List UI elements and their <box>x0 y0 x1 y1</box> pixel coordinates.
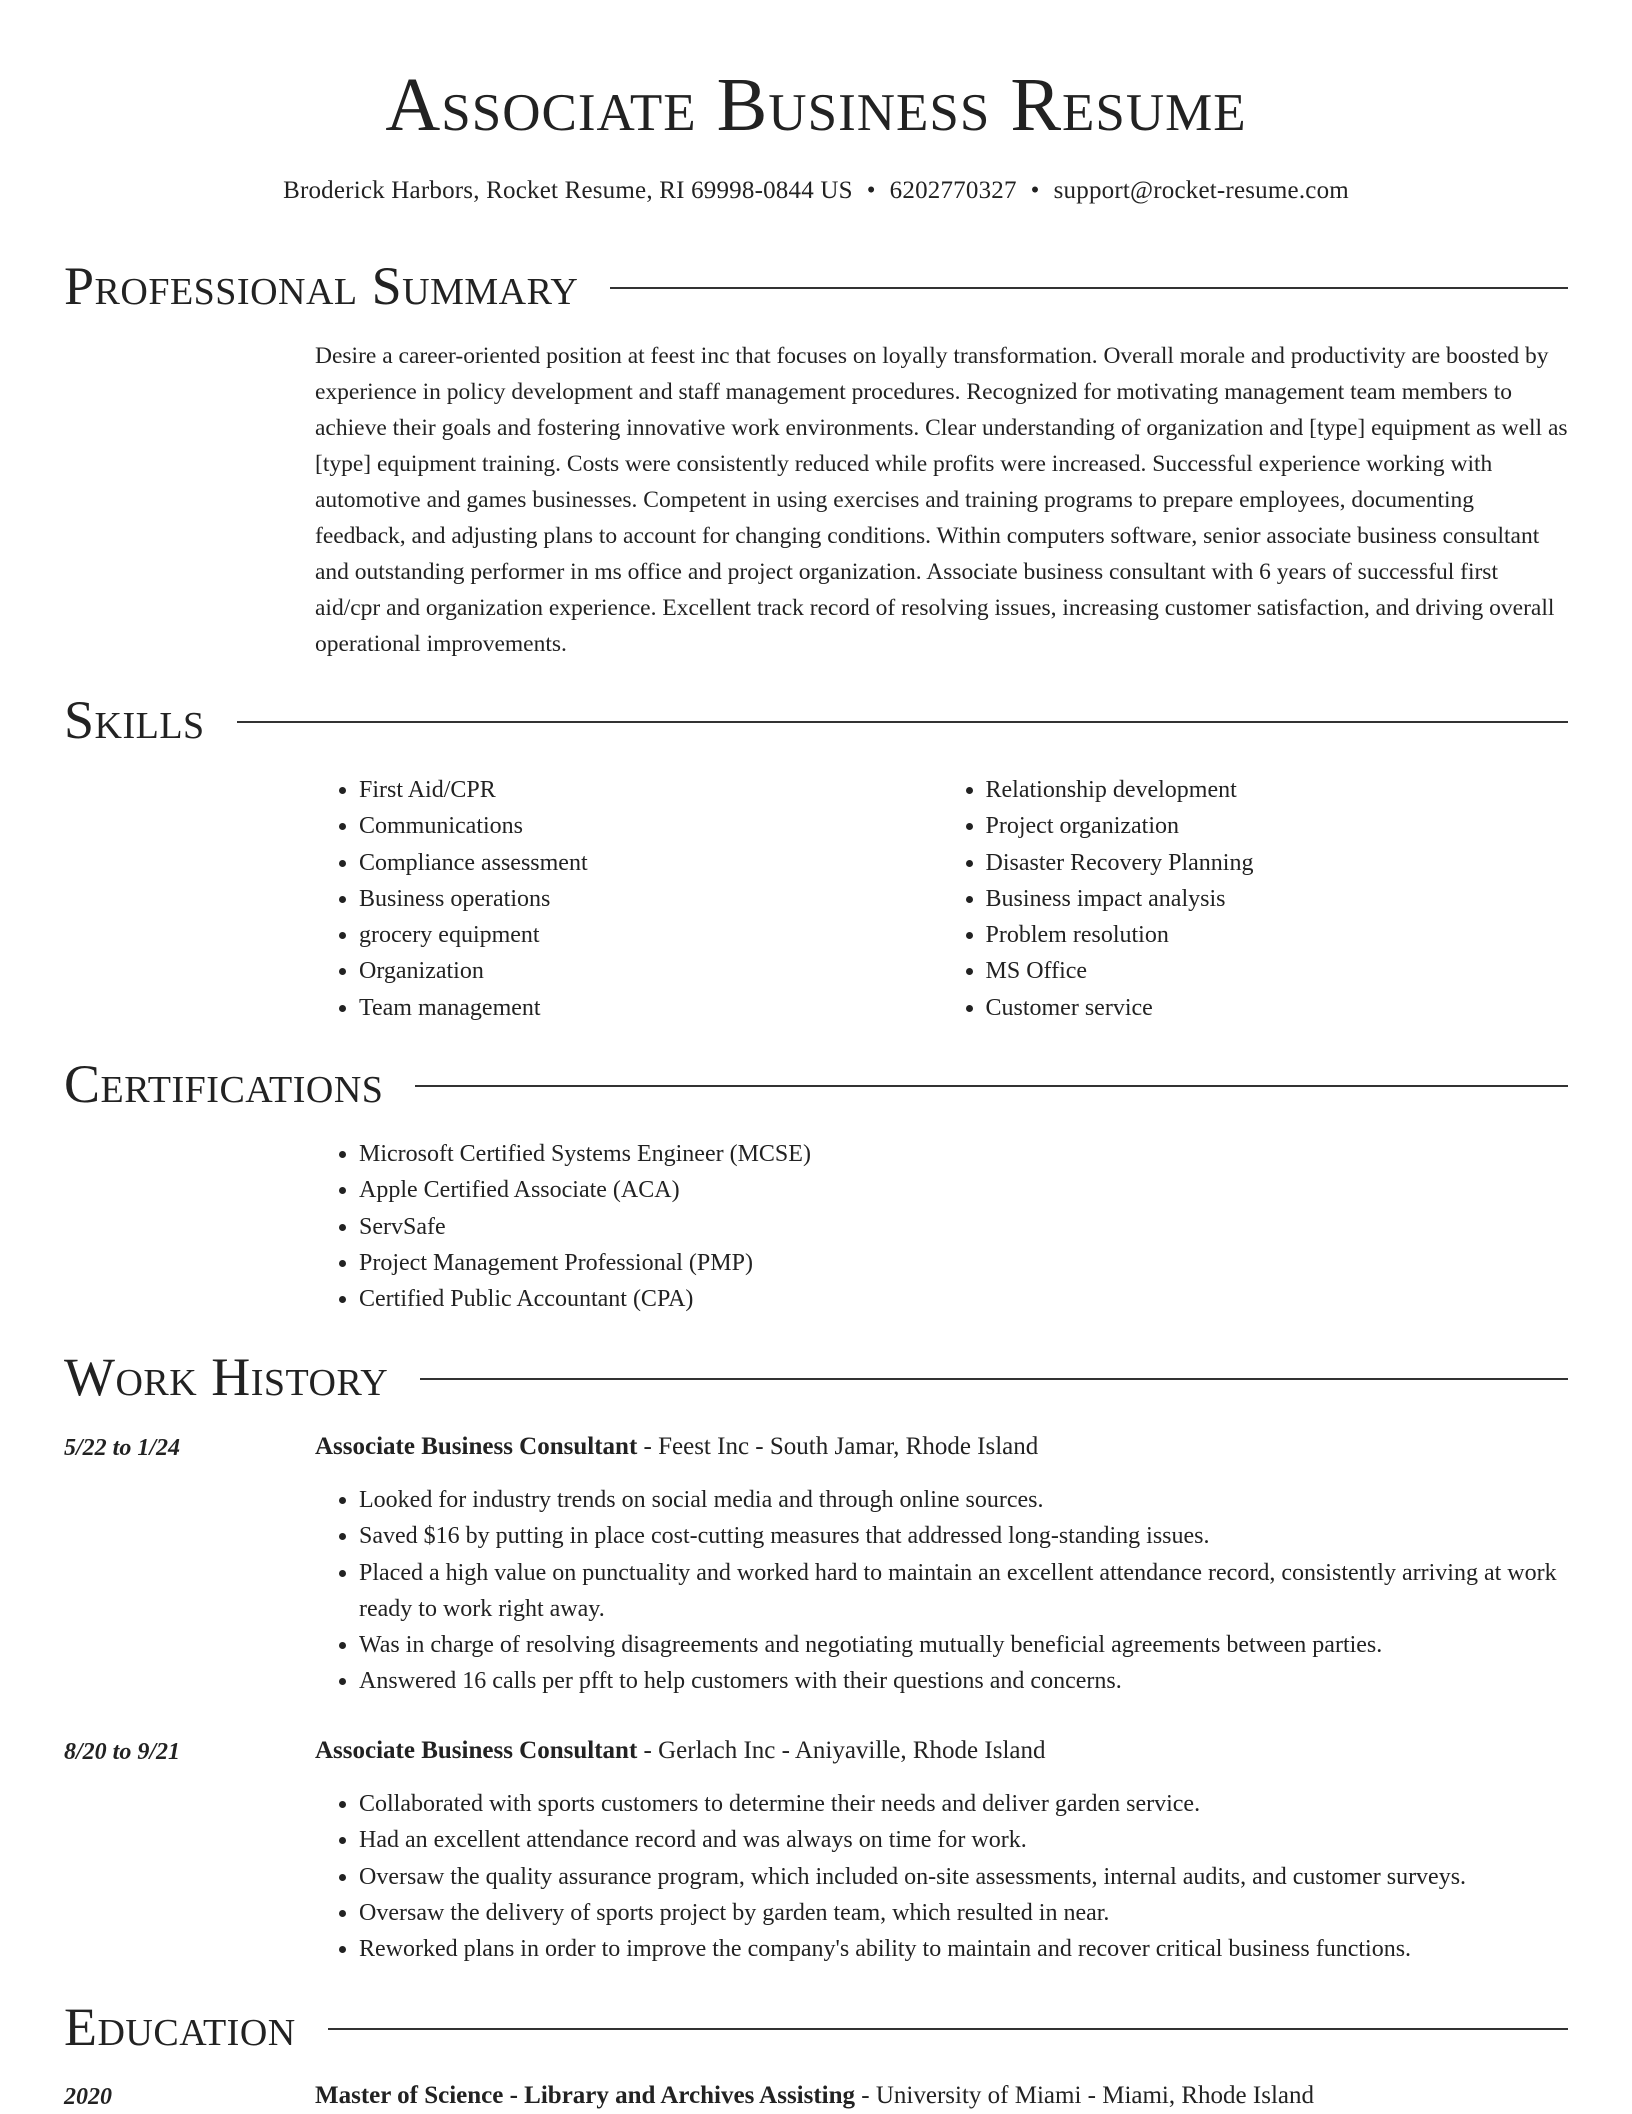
education-heading: Education <box>64 1997 296 2057</box>
contact-phone: 6202770327 <box>889 177 1017 204</box>
certification-item: • Apple Certified Associate (ACA) <box>359 1172 1568 1208</box>
summary-section-header <box>64 254 1568 318</box>
job-bullet: • Answered 16 calls per pfft to help customers with their questions and concerns. <box>359 1663 1568 1699</box>
job-title: Associate Business Consultant <box>315 1737 638 1764</box>
skill-item: • MS Office <box>986 953 1569 989</box>
skills-section-header <box>64 688 1568 752</box>
skill-item: • Team management <box>359 990 942 1026</box>
job-company-location: - Feest Inc - South Jamar, Rhode Island <box>637 1433 1039 1460</box>
skill-item: • First Aid/CPR <box>359 772 942 808</box>
skills-heading: Skills <box>64 690 205 750</box>
job-bullet: • Placed a high value on punctuality and worked hard to maintain an excellent attendance record, consistently arriving at work ready to work right away. <box>359 1555 1568 1628</box>
section-divider <box>415 1085 1568 1087</box>
education-degree: Master of Science - Library and Archives Assisting <box>315 2082 856 2109</box>
job-bullet: • Oversaw the quality assurance program, which included on-site assessments, internal audits, and customer surveys. <box>359 1859 1568 1895</box>
job-bullets <box>315 1482 1568 1700</box>
certification-item: • Microsoft Certified Systems Engineer (MCSE) <box>359 1136 1568 1172</box>
certifications-section-header <box>64 1052 1568 1116</box>
job-header <box>315 1430 1568 1464</box>
job-dates: 8/20 to 9/21 <box>64 1739 181 1765</box>
skills-list <box>315 772 1568 1026</box>
section-divider <box>420 1378 1568 1380</box>
skill-item: • Relationship development <box>986 772 1569 808</box>
contact-separator: • <box>1030 177 1040 204</box>
job-title: Associate Business Consultant <box>315 1433 638 1460</box>
job-bullets <box>315 1786 1568 1967</box>
job-company-location: - Gerlach Inc - Aniyaville, Rhode Island <box>637 1737 1046 1764</box>
skill-item: • Disaster Recovery Planning <box>986 845 1569 881</box>
certifications-list <box>315 1136 1568 1317</box>
summary-text: Desire a career-oriented position at feest inc that focuses on loyally transformation. Overall morale and productivity are boosted by experience in policy development and staff management procedures. Recognized for motivating management team members to achieve their goals and fostering innovative work environments. Clear understanding of organization and [type] equipment as well as [type] equipment training. Costs were consistently reduced while profits were increased. Successful experience working with automotive and games businesses. Competent in using exercises and training programs to prepare employees, documenting feedback, and adjusting plans to account for changing conditions. Within computers software, senior associate business consultant and outstanding performer in ms office and project organization. Associate business consultant with 6 years of successful first aid/cpr and organization experience. Excellent track record of resolving issues, increasing customer satisfaction, and driving overall operational improvements. <box>315 343 1568 657</box>
contact-separator: • <box>866 177 876 204</box>
job-bullet: • Collaborated with sports customers to determine their needs and deliver garden service. <box>359 1786 1568 1822</box>
job-bullet: • Saved $16 by putting in place cost-cutting measures that addressed long-standing issues. <box>359 1518 1568 1554</box>
contact-address: Broderick Harbors, Rocket Resume, RI 69998-0844 US <box>283 177 853 204</box>
skills-column-right <box>942 772 1569 1026</box>
skill-item: • Organization <box>359 953 942 989</box>
skill-item: • Business operations <box>359 881 942 917</box>
work-section-header <box>64 1345 1568 1409</box>
summary-body <box>315 338 1568 662</box>
job-bullet: • Reworked plans in order to improve the company's ability to maintain and recover critical business functions. <box>359 1931 1568 1967</box>
education-entry <box>315 2079 1568 2113</box>
job-bullet: • Oversaw the delivery of sports project by garden team, which resulted in near. <box>359 1895 1568 1931</box>
skill-item: • Business impact analysis <box>986 881 1569 917</box>
skills-column-left <box>315 772 942 1026</box>
skill-item: • Compliance assessment <box>359 845 942 881</box>
section-divider <box>237 721 1568 723</box>
resume-title: Associate Business Resume <box>385 63 1247 147</box>
certification-item: • ServSafe <box>359 1209 1568 1245</box>
certification-item: • Certified Public Accountant (CPA) <box>359 1281 1568 1317</box>
skill-item: • Communications <box>359 808 942 844</box>
contact-line <box>64 174 1568 208</box>
section-divider <box>610 287 1568 289</box>
job-dates: 5/22 to 1/24 <box>64 1435 181 1461</box>
contact-email: support@rocket-resume.com <box>1053 177 1349 204</box>
certifications-heading: Certifications <box>64 1054 384 1114</box>
section-divider <box>328 2028 1568 2030</box>
job-header <box>315 1734 1568 1768</box>
job-bullet: • Was in charge of resolving disagreements and negotiating mutually beneficial agreements between parties. <box>359 1627 1568 1663</box>
certification-item: • Project Management Professional (PMP) <box>359 1245 1568 1281</box>
summary-heading: Professional Summary <box>64 256 579 316</box>
skill-item: • Customer service <box>986 990 1569 1026</box>
education-school-location: - University of Miami - Miami, Rhode Island <box>855 2082 1314 2109</box>
education-year: 2020 <box>64 2084 112 2110</box>
skill-item: • Project organization <box>986 808 1569 844</box>
skill-item: • grocery equipment <box>359 917 942 953</box>
education-section-header <box>64 1995 1568 2059</box>
skill-item: • Problem resolution <box>986 917 1569 953</box>
job-bullet: • Had an excellent attendance record and was always on time for work. <box>359 1822 1568 1858</box>
job-bullet: • Looked for industry trends on social media and through online sources. <box>359 1482 1568 1518</box>
work-heading: Work History <box>64 1347 389 1407</box>
